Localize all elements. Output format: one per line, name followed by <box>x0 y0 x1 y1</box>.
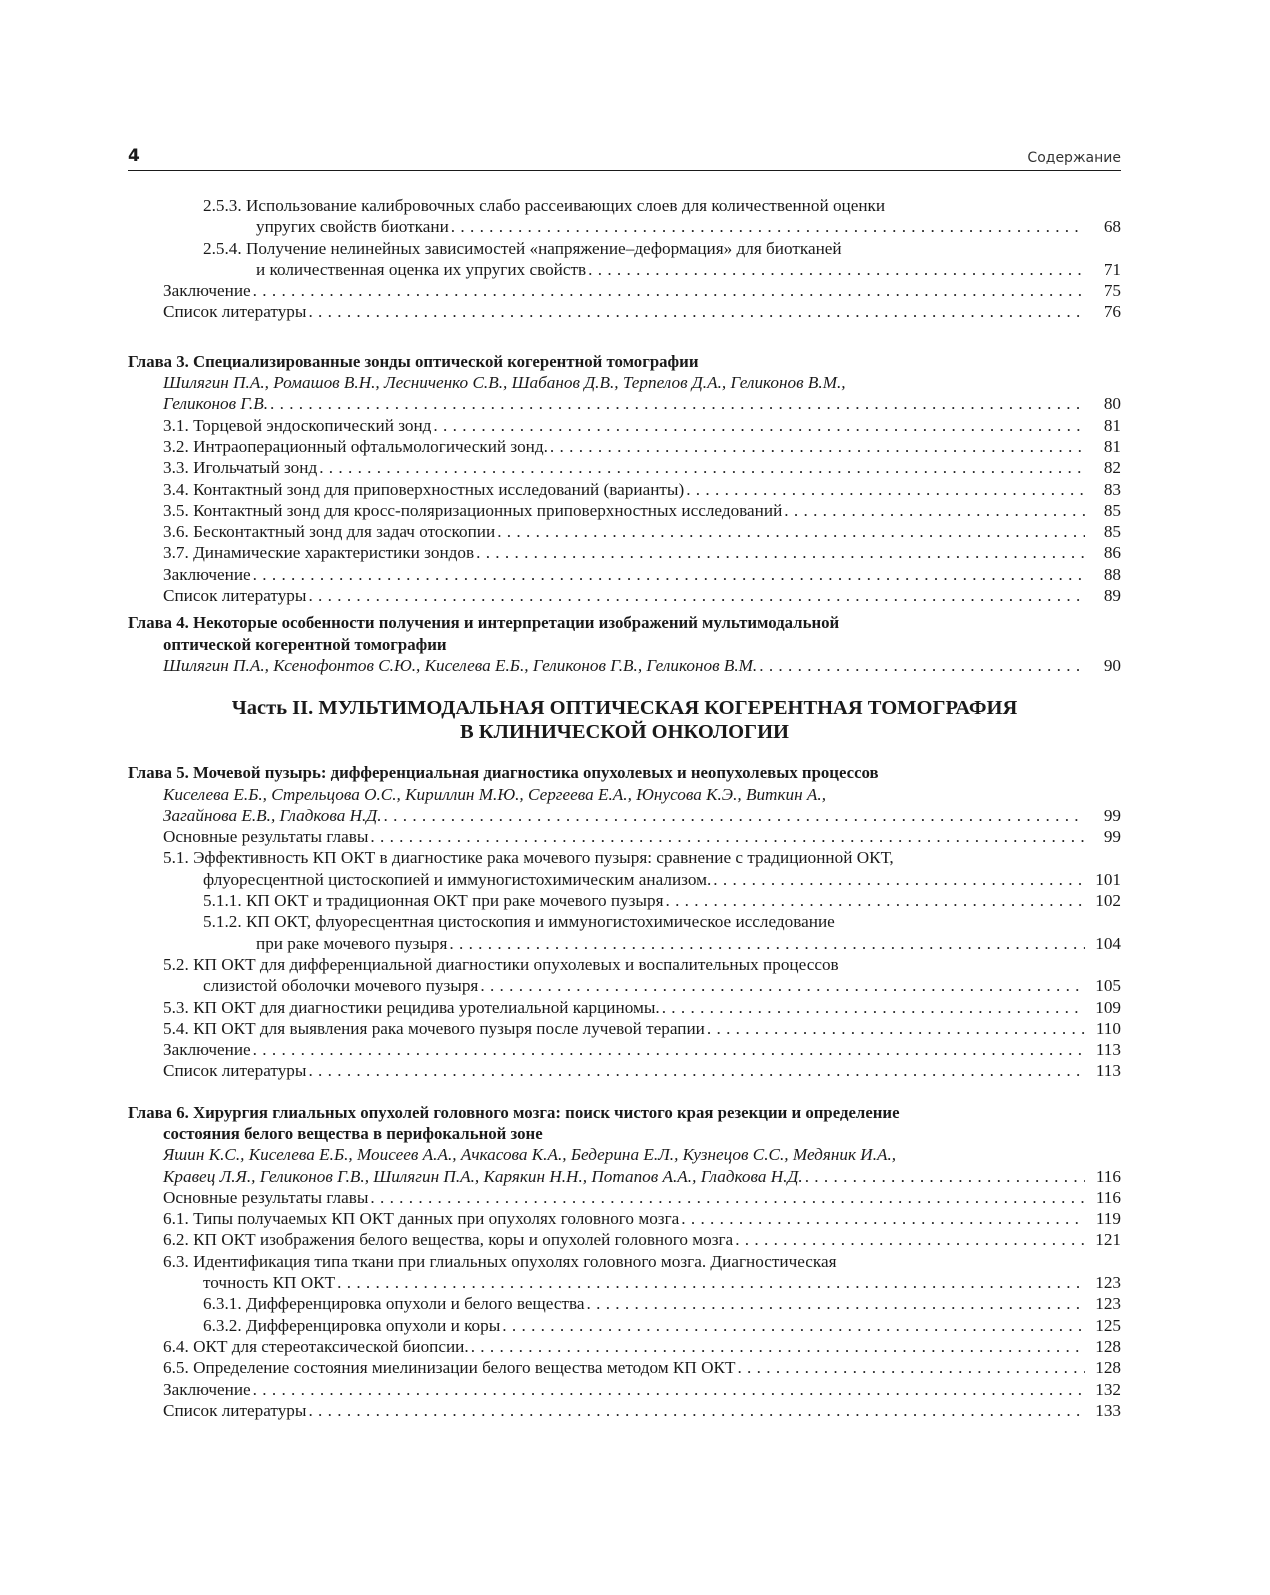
toc-entry-5-2-line1: 5.2. КП ОКТ для дифференциальной диагностики опухолевых и воспалительных процессов <box>163 954 839 974</box>
page-ref: 116 <box>1095 1166 1121 1186</box>
page-ref: 81 <box>1103 415 1121 435</box>
page-ref: 71 <box>1103 259 1121 279</box>
toc-entry-6-4[interactable]: 6.4. ОКТ для стереотаксической биопсии. . . . 128 <box>128 1336 1121 1357</box>
leader-dots <box>476 542 1085 563</box>
chapter-3-authors[interactable]: Геликонов Г.В. . . . 80 <box>128 393 1121 414</box>
table-of-contents <box>128 195 1121 1421</box>
book-page <box>128 140 1121 1421</box>
page-number: 4 <box>128 146 140 166</box>
toc-entry-ch6-references[interactable]: Список литературы . . . 133 <box>128 1400 1121 1421</box>
chapter-5-authors[interactable]: Загайнова Е.В., Гладкова Н.Д. . . . 99 <box>128 805 1121 826</box>
leader-dots <box>449 933 1085 954</box>
page-ref: 83 <box>1103 479 1121 499</box>
toc-entry-ch3-references[interactable]: Список литературы . . . 89 <box>128 585 1121 606</box>
toc-entry-5-1-line1: 5.1. Эффективность КП ОКТ в диагностике рака мочевого пузыря: сравнение с традиционной ОКТ, <box>163 848 894 868</box>
toc-entry-6-3-line1: 6.3. Идентификация типа ткани при глиальных опухолях головного мозга. Диагностическая <box>163 1251 837 1271</box>
toc-entry-3-5[interactable]: 3.5. Контактный зонд для кросс-поляризационных приповерхностных исследований . . . 85 <box>128 500 1121 521</box>
leader-dots <box>497 521 1085 542</box>
page-ref: 86 <box>1103 543 1121 563</box>
toc-entry-2-5-3-line1: 2.5.3. Использование калибровочных слабо рассеивающих слоев для количественной оценки <box>203 196 886 215</box>
page-ref: 75 <box>1103 281 1121 301</box>
leader-dots <box>253 1379 1085 1400</box>
leader-dots <box>253 1039 1085 1060</box>
page-ref: 85 <box>1103 522 1121 542</box>
toc-entry-2-5-4-line1: 2.5.4. Получение нелинейных зависимостей «напряжение–деформация» для биотканей <box>203 238 842 258</box>
page-ref: 76 <box>1103 302 1121 322</box>
toc-entry-5-1-1[interactable]: 5.1.1. КП ОКТ и традиционная ОКТ при раке мочевого пузыря . . . 102 <box>128 890 1121 911</box>
leader-dots <box>270 393 1085 414</box>
toc-entry-6-3[interactable]: точность КП ОКТ . . . 123 <box>128 1272 1121 1293</box>
page-ref: 128 <box>1095 1358 1121 1378</box>
toc-entry-ch2-references[interactable]: Список литературы . . . 76 <box>128 301 1121 322</box>
chapter-3-title[interactable]: Глава 3. Специализированные зонды оптической когерентной томографии <box>128 351 699 371</box>
toc-entry-ch5-conclusion[interactable]: Заключение . . . 113 <box>128 1039 1121 1060</box>
page-ref: 123 <box>1095 1273 1121 1293</box>
toc-entry-ch5-main-results[interactable]: Основные результаты главы . . . 99 <box>128 826 1121 847</box>
toc-entry-3-1[interactable]: 3.1. Торцевой эндоскопический зонд . . . 81 <box>128 415 1121 436</box>
toc-entry-3-3[interactable]: 3.3. Игольчатый зонд . . . 82 <box>128 457 1121 478</box>
page-ref: 99 <box>1103 827 1121 847</box>
chapter-5-authors-line1: Киселева Е.Б., Стрельцова О.С., Кириллин М.Ю., Сергеева Е.А., Юнусова К.Э., Виткин А., <box>163 784 827 804</box>
leader-dots <box>308 585 1085 606</box>
toc-entry-2-5-3[interactable]: упругих свойств биоткани . . . 68 <box>128 216 1121 237</box>
page-ref: 104 <box>1095 933 1121 953</box>
leader-dots <box>370 826 1085 847</box>
leader-dots <box>713 869 1085 890</box>
leader-dots <box>253 280 1085 301</box>
leader-dots <box>502 1315 1085 1336</box>
page-ref: 132 <box>1095 1379 1121 1399</box>
chapter-4-title[interactable]: Глава 4. Некоторые особенности получения и интерпретации изображений мультимодальной <box>128 613 840 633</box>
page-ref: 88 <box>1103 564 1121 584</box>
chapter-4-title-line2: оптической когерентной томографии <box>163 634 447 654</box>
toc-entry-ch2-conclusion[interactable]: Заключение . . . 75 <box>128 280 1121 301</box>
chapter-6-title[interactable]: Глава 6. Хирургия глиальных опухолей головного мозга: поиск чистого края резекции и определение <box>128 1102 900 1122</box>
leader-dots <box>686 479 1085 500</box>
page-ref: 113 <box>1095 1040 1121 1060</box>
page-ref: 128 <box>1095 1336 1121 1356</box>
leader-dots <box>480 975 1085 996</box>
chapter-4-authors[interactable]: Шилягин П.А., Ксенофонтов С.Ю., Киселева Е.Б., Геликонов Г.В., Геликонов В.М. . . . 90 <box>128 655 1121 676</box>
page-ref: 90 <box>1103 655 1121 675</box>
page-ref: 81 <box>1103 436 1121 456</box>
leader-dots <box>662 997 1085 1018</box>
toc-entry-ch5-references[interactable]: Список литературы . . . 113 <box>128 1060 1121 1081</box>
toc-entry-6-3-1[interactable]: 6.3.1. Дифференцировка опухоли и белого вещества . . . 123 <box>128 1293 1121 1314</box>
toc-entry-6-2[interactable]: 6.2. КП ОКТ изображения белого вещества, коры и опухолей головного мозга . . . 121 <box>128 1229 1121 1250</box>
toc-entry-6-1[interactable]: 6.1. Типы получаемых КП ОКТ данных при опухолях головного мозга . . . 119 <box>128 1208 1121 1229</box>
toc-entry-ch3-conclusion[interactable]: Заключение . . . 88 <box>128 564 1121 585</box>
page-ref: 99 <box>1103 805 1121 825</box>
chapter-3-authors-line1: Шилягин П.А., Ромашов В.Н., Лесниченко С.В., Шабанов Д.В., Терпелов Д.А., Геликонов В.М., <box>163 373 846 393</box>
page-ref: 105 <box>1095 976 1121 996</box>
toc-entry-6-5[interactable]: 6.5. Определение состояния миелинизации белого вещества методом КП ОКТ . . . 128 <box>128 1357 1121 1378</box>
leader-dots <box>451 216 1085 237</box>
leader-dots <box>384 805 1085 826</box>
toc-entry-3-6[interactable]: 3.6. Бесконтактный зонд для задач отоскопии . . . 85 <box>128 521 1121 542</box>
toc-entry-ch6-conclusion[interactable]: Заключение . . . 132 <box>128 1379 1121 1400</box>
page-ref: 110 <box>1095 1018 1121 1038</box>
toc-entry-5-2[interactable]: слизистой оболочки мочевого пузыря . . . 105 <box>128 975 1121 996</box>
leader-dots <box>665 890 1085 911</box>
leader-dots <box>550 436 1085 457</box>
leader-dots <box>707 1018 1085 1039</box>
page-ref: 68 <box>1103 217 1121 237</box>
toc-entry-3-2[interactable]: 3.2. Интраоперационный офтальмологический зонд. . . . 81 <box>128 436 1121 457</box>
toc-entry-5-1-2[interactable]: при раке мочевого пузыря . . . 104 <box>128 933 1121 954</box>
page-ref: 80 <box>1103 394 1121 414</box>
page-ref: 133 <box>1095 1400 1121 1420</box>
leader-dots <box>471 1336 1085 1357</box>
leader-dots <box>308 301 1085 322</box>
page-ref: 121 <box>1095 1230 1121 1250</box>
toc-entry-5-4[interactable]: 5.4. КП ОКТ для выявления рака мочевого пузыря после лучевой терапии . . . 110 <box>128 1018 1121 1039</box>
leader-dots <box>805 1166 1085 1187</box>
toc-entry-ch6-main-results[interactable]: Основные результаты главы . . . 116 <box>128 1187 1121 1208</box>
toc-entry-3-7[interactable]: 3.7. Динамические характеристики зондов . . . 86 <box>128 542 1121 563</box>
leader-dots <box>308 1060 1085 1081</box>
page-ref: 85 <box>1103 500 1121 520</box>
toc-entry-3-4[interactable]: 3.4. Контактный зонд для приповерхностных исследований (варианты) . . . 83 <box>128 479 1121 500</box>
toc-entry-5-1-2-line1: 5.1.2. КП ОКТ, флуоресцентная цистоскопия и иммуногистохимическое исследование <box>203 912 835 932</box>
running-title: Содержание <box>1027 150 1121 166</box>
toc-entry-5-3[interactable]: 5.3. КП ОКТ для диагностики рецидива уротелиальной карциномы. . . . 109 <box>128 997 1121 1018</box>
leader-dots <box>308 1400 1085 1421</box>
leader-dots <box>337 1272 1085 1293</box>
page-ref: 101 <box>1095 869 1121 889</box>
page-ref: 123 <box>1095 1294 1121 1314</box>
leader-dots <box>681 1208 1085 1229</box>
page-ref: 113 <box>1095 1061 1121 1081</box>
chapter-6-authors-line1: Яшин К.С., Киселева Е.Б., Моисеев А.А., Ачкасова К.А., Бедерина Е.Л., Кузнецов С.С., Медяник И.А., <box>163 1145 897 1165</box>
toc-entry-2-5-4[interactable]: и количественная оценка их упругих свойств . . . 71 <box>128 259 1121 280</box>
toc-entry-5-1[interactable]: флуоресцентной цистоскопией и иммуногистохимическим анализом. . . . 101 <box>128 869 1121 890</box>
page-ref: 89 <box>1103 586 1121 606</box>
leader-dots <box>759 655 1085 676</box>
leader-dots <box>370 1187 1085 1208</box>
chapter-6-authors[interactable]: Кравец Л.Я., Геликонов Г.В., Шилягин П.А., Карякин Н.Н., Потапов А.А., Гладкова Н.Д. . . . 116 <box>128 1166 1121 1187</box>
leader-dots <box>319 457 1085 478</box>
page-ref: 102 <box>1095 891 1121 911</box>
page-ref: 82 <box>1103 458 1121 478</box>
running-head <box>128 140 1121 171</box>
page-ref: 116 <box>1095 1187 1121 1207</box>
page-ref: 119 <box>1095 1209 1121 1229</box>
chapter-6-title-line2: состояния белого вещества в перифокальной зоне <box>163 1123 543 1143</box>
part-2-title[interactable]: Часть II. МУЛЬТИМОДАЛЬНАЯ ОПТИЧЕСКАЯ КОГЕРЕНТНАЯ ТОМОГРАФИЯ В КЛИНИЧЕСКОЙ ОНКОЛОГИИ <box>231 697 1018 744</box>
page-ref: 125 <box>1095 1315 1121 1335</box>
leader-dots <box>588 259 1085 280</box>
leader-dots <box>433 415 1085 436</box>
leader-dots <box>253 564 1085 585</box>
leader-dots <box>784 500 1085 521</box>
toc-entry-6-3-2[interactable]: 6.3.2. Дифференцировка опухоли и коры . . . 125 <box>128 1315 1121 1336</box>
leader-dots <box>737 1357 1085 1378</box>
page-ref: 109 <box>1095 997 1121 1017</box>
leader-dots <box>587 1293 1085 1314</box>
chapter-5-title[interactable]: Глава 5. Мочевой пузырь: дифференциальная диагностика опухолевых и неопухолевых процессов <box>128 763 879 783</box>
leader-dots <box>735 1229 1085 1250</box>
